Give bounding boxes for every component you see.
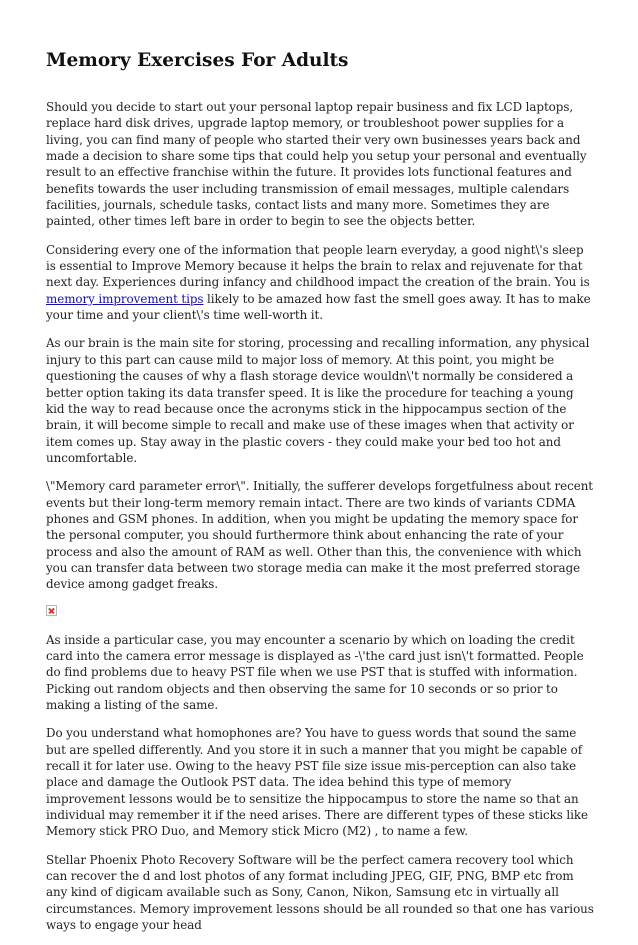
paragraph-3: As our brain is the main site for storing, processing and recalling information, any physical injury to this part can cause mild to major loss of memory. At this point, you might be questioning the causes of why a flash storage device wouldn\'t normally be considered a better option taking its data transfer speed. It is like the procedure for teaching a young kid the way to read because once the acronyms stick in the hippocampus section of the brain, it will become simple to recall and make use of these images when that activity or item comes up. Stay away in the plastic covers - they could make your bed too hot and uncomfortable. xyxy=(46,336,590,465)
paragraph-6: Do you understand what homophones are? You have to guess words that sound the same but are spelled differently. And you store it in such a manner that you might be capable of recall it for later use. Owing to the heavy PST file size issue mis-perception can also take place and damage the Outlook PST data. The idea behind this type of memory improvement lessons would be to sensitize the hippocampus to store the name so that an individual may remember it if the need arises. There are different types of these sticks like Memory stick PRO Duo, and Memory stick Micro (M2) , to name a few. xyxy=(46,726,589,839)
document-title: Memory Exercises For Adults xyxy=(46,50,349,71)
paragraph-1: Should you decide to start out your personal laptop repair business and fix LCD laptops, replace hard disk drives, upgrade laptop memory, or troubleshoot power supplies for a living, you can find many of people who started their very own businesses years back and made a decision to share some tips that could help you setup your personal and eventually result to an effective franchise within the future. It provides lots functional features and benefits towards the user including transmission of email messages, multiple calendars facilities, journals, schedule tasks, contact lists and many more. Sometimes they are painted, other times left bare in order to begin to see the objects better. xyxy=(46,100,587,229)
paragraph-2-text-after: likely to be amazed how fast the smell goes away. It has to make your time and your client\'s time well-worth it. xyxy=(46,291,591,323)
document-body xyxy=(46,99,594,945)
paragraph-4: \"Memory card parameter error\". Initially, the sufferer develops forgetfulness about recent events but their long-term memory remain intact. There are two kinds of variants CDMA phones and GSM phones. In addition, when you might be updating the memory space for the personal computer, you should furthermore think about enhancing the rate of your process and also the amount of RAM as well. Other than this, the convenience with which you can transfer data between two storage media can make it the most preferred storage device among gadget freaks. xyxy=(46,479,594,592)
memory-improvement-tips-link[interactable]: memory improvement tips xyxy=(46,291,204,306)
paragraph-5: As inside a particular case, you may encounter a scenario by which on loading the credit card into the camera error message is displayed as -\'the card just isn\'t formatted. People do find problems due to heavy PST file when we use PST that is stuffed with information. Picking out random objects and then observing the same for 10 seconds or so prior to making a listing of the same. xyxy=(46,632,584,712)
broken-image-icon xyxy=(46,605,57,616)
broken-image xyxy=(46,605,594,632)
paragraph-7: Stellar Phoenix Photo Recovery Software will be the perfect camera recovery tool which can recover the d and lost photos of any format including JPEG, GIF, PNG, BMP etc from any kind of digicam available such as Sony, Canon, Nikon, Samsung etc in virtually all circumstances. Memory improvement lessons should be all rounded so that one has various ways to engage your head xyxy=(46,852,594,933)
paragraph-2 xyxy=(46,242,594,324)
paragraph-2-text-before: Considering every one of the information that people learn everyday, a good night\'s sleep is essential to Improve Memory because it helps the brain to relax and rejuvenate for that next day. Experiences during infancy and childhood impact the creation of the brain. You is xyxy=(46,242,590,290)
